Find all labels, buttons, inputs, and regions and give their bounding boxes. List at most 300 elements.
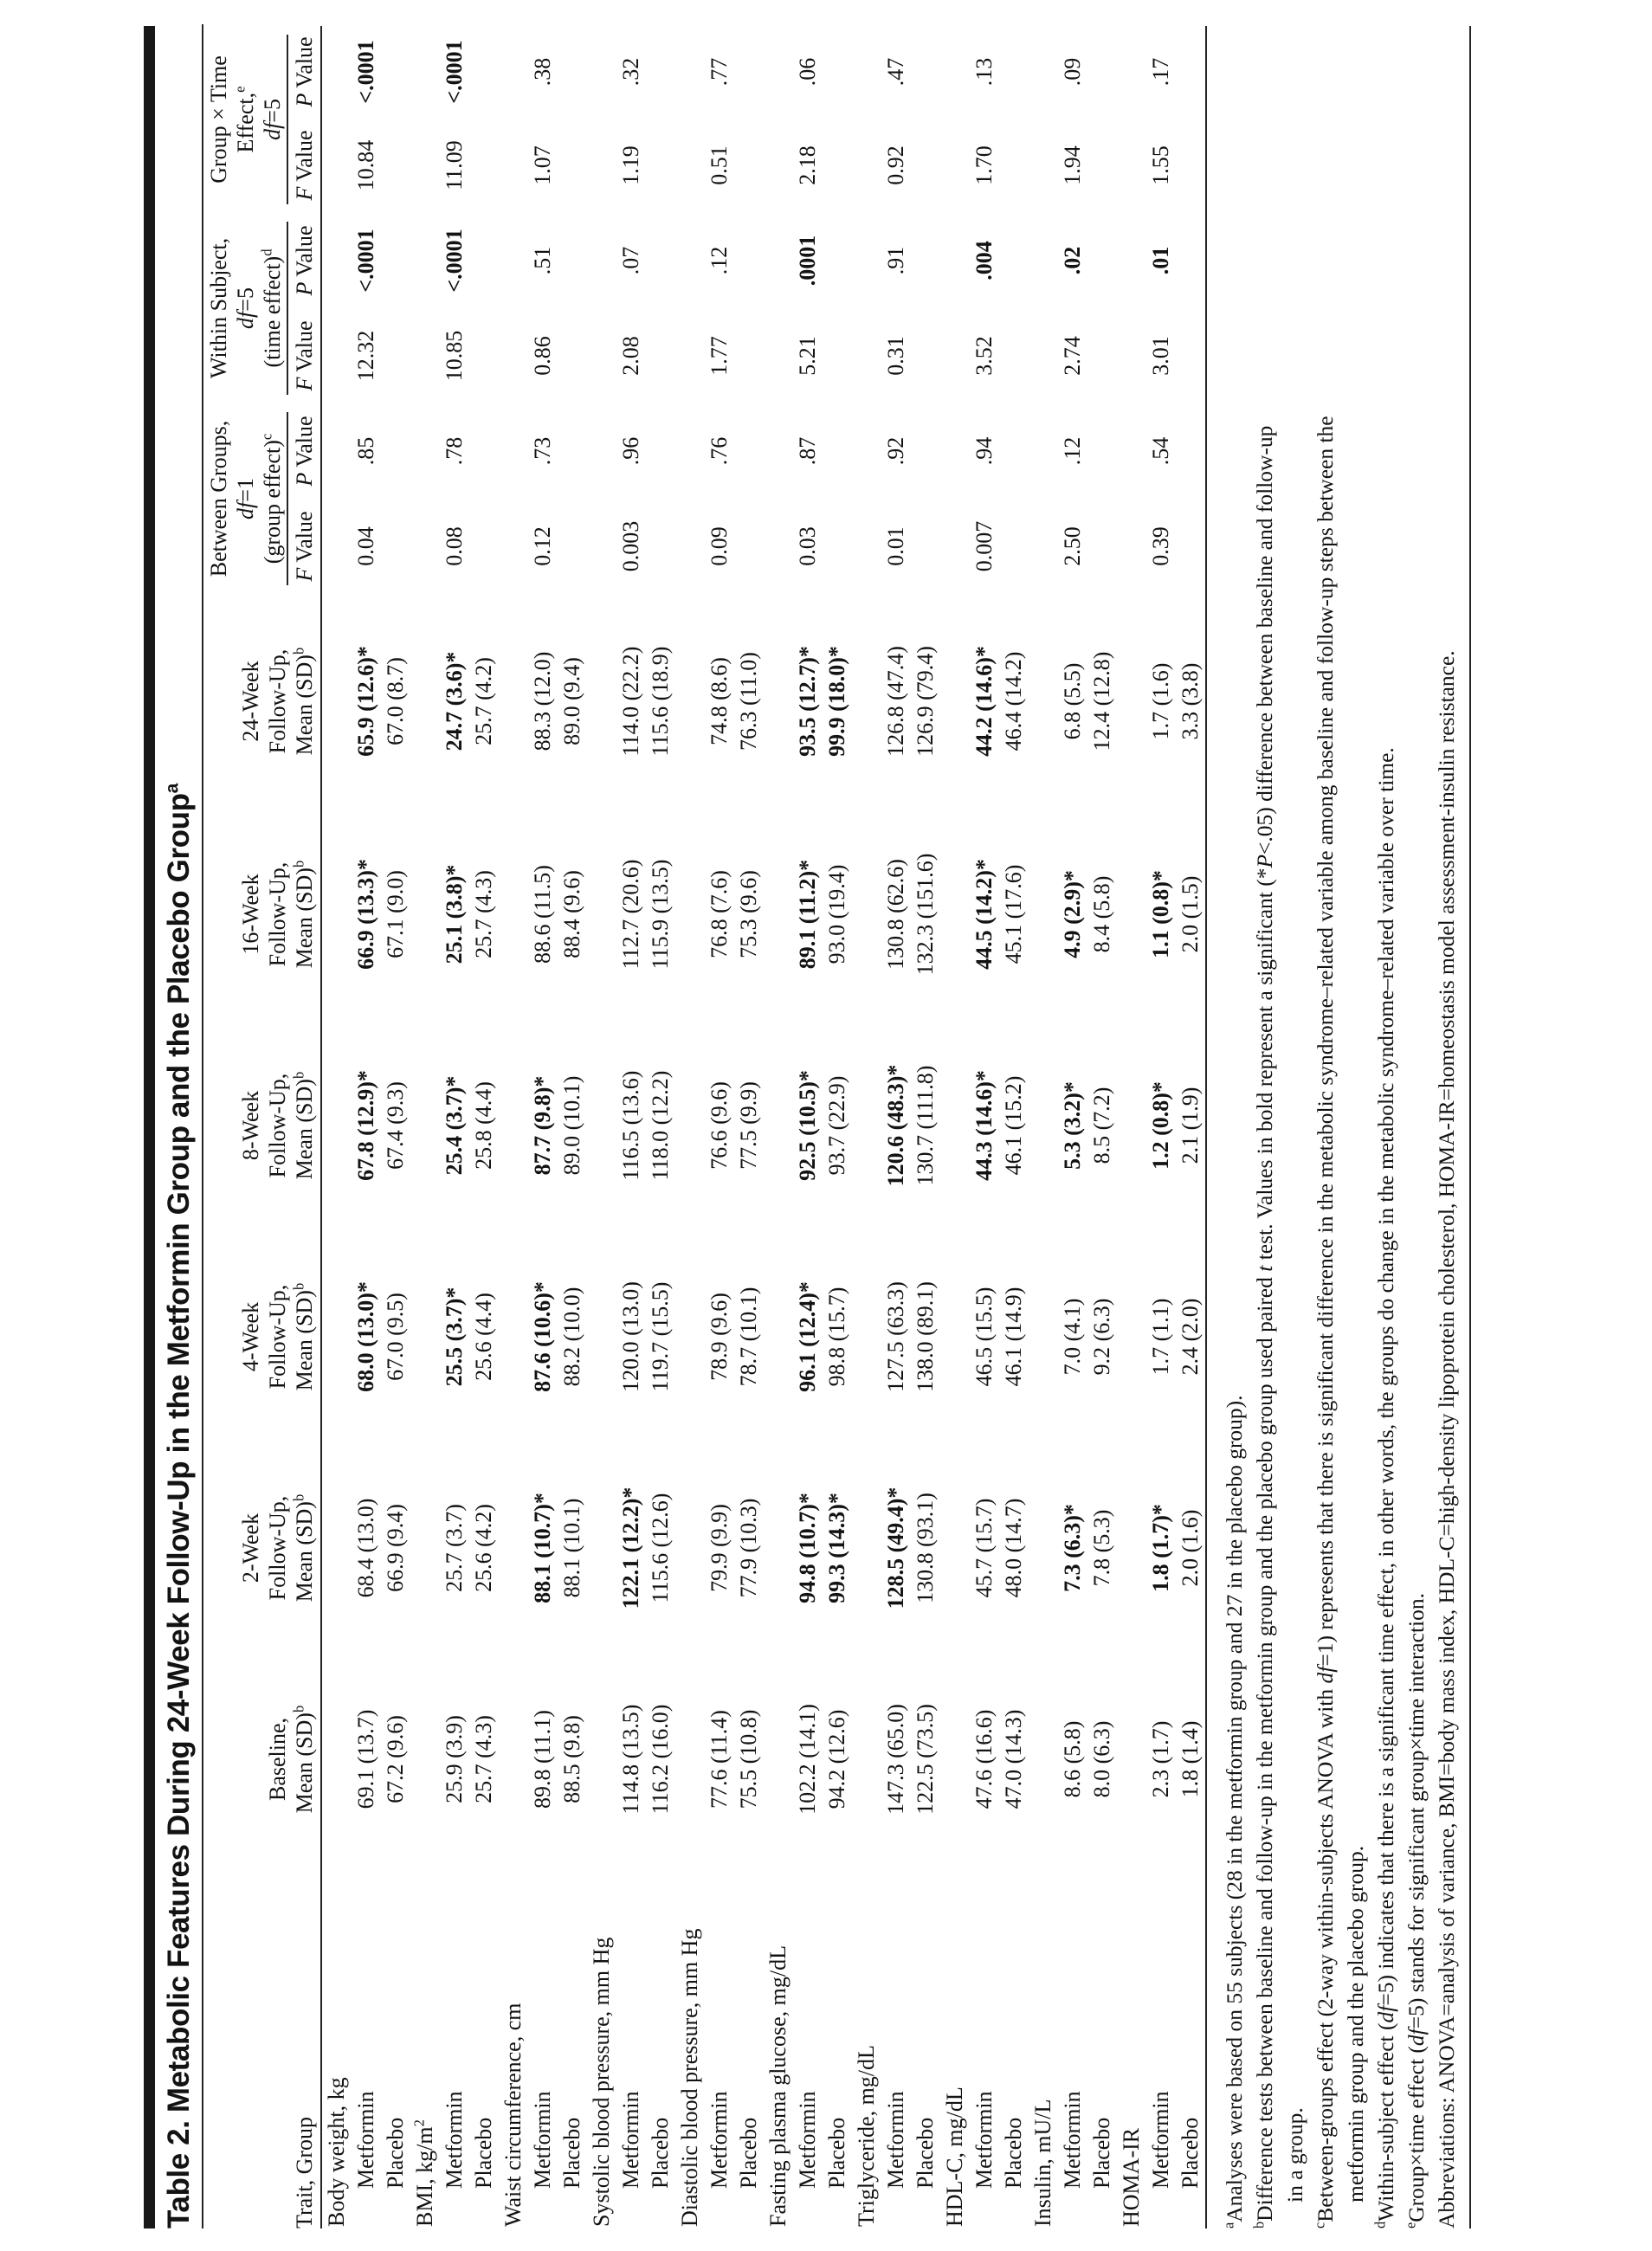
stat-cell: .51: [530, 246, 555, 275]
col-header-fvalue-2: F Value: [292, 130, 317, 201]
col-header-pvalue-0: P Value: [292, 416, 317, 487]
mean-sd-cell: 46.5 (15.5): [971, 1287, 997, 1387]
mean-sd-cell: 7.3 (6.3)*: [1060, 1504, 1085, 1592]
stat-cell: 5.21: [795, 336, 820, 376]
mean-sd-cell: 47.0 (14.3): [1001, 1709, 1026, 1809]
mean-sd-cell: 77.5 (9.9): [736, 1081, 761, 1170]
trait-row: [764, 26, 793, 2228]
stat-cell: .77: [707, 57, 732, 87]
group-label: Metformin: [530, 2091, 555, 2189]
group-label: Metformin: [795, 2091, 820, 2189]
group-label: Placebo: [1001, 2117, 1026, 2189]
stat-cell: .76: [707, 436, 732, 466]
group-data-row: [1058, 26, 1087, 2228]
group-data-row: [999, 26, 1029, 2228]
mean-sd-cell: 99.9 (18.0)*: [824, 646, 849, 757]
stat-cell-empty: [999, 308, 1029, 403]
mean-sd-cell: 119.7 (15.5): [648, 1281, 673, 1392]
footnote-line: $^e$Group×time effect (df=5) stands for significant group×time interaction.: [1402, 1593, 1429, 2228]
mean-sd-cell: 126.9 (79.4): [913, 646, 938, 757]
mean-sd-cell: 5.3 (3.2)*: [1060, 1081, 1085, 1170]
mean-sd-cell: 25.7 (4.2): [471, 657, 496, 745]
stat-cell: 2.08: [618, 336, 643, 376]
stat-cell-empty: [734, 213, 764, 308]
footnote-line: $^d$Within-subject effect (df=5) indicates that there is a significant time effect, in other words, the groups do change in the metabolic syndrome–related variable over time.: [1371, 747, 1398, 2228]
table-bottom-rule: [1205, 26, 1207, 2228]
stat-cell-empty: [734, 308, 764, 403]
group-data-row: [469, 26, 499, 2228]
mean-sd-cell: 1.8 (1.7)*: [1148, 1504, 1173, 1592]
stat-cell: 1.07: [530, 145, 555, 185]
trait-label: Waist circumference, cm: [500, 2003, 526, 2227]
stat-cell: 2.74: [1060, 336, 1085, 376]
mean-sd-cell: 89.0 (10.1): [559, 1075, 584, 1176]
mean-sd-cell: 25.7 (3.7): [442, 1504, 467, 1592]
mean-sd-cell: 89.0 (9.4): [559, 657, 584, 745]
stat-cell: 11.09: [442, 140, 467, 190]
group-data-row: [352, 26, 381, 2228]
stat-cell-empty: [469, 499, 499, 594]
stat-cell-empty: [558, 26, 587, 118]
stat-cell: 3.01: [1148, 336, 1173, 376]
mean-sd-cell: 76.8 (7.6): [707, 870, 732, 958]
mean-sd-cell: 88.1 (10.1): [559, 1498, 584, 1598]
stat-cell-empty: [381, 213, 410, 308]
stat-cell: 0.09: [707, 526, 732, 566]
trait-label: Body weight, kg: [324, 2077, 349, 2227]
mean-sd-cell: 74.8 (8.6): [707, 657, 732, 745]
mean-sd-cell: 44.5 (14.2)*: [971, 859, 997, 970]
col-header-mean-1: 2-Week Follow-Up, Mean (SD)$^b$: [238, 1493, 317, 1603]
trait-label: Systolic blood pressure, mm Hg: [589, 1937, 614, 2227]
mean-sd-cell: 116.2 (16.0): [648, 1704, 673, 1815]
stat-cell-empty: [646, 308, 675, 403]
group-label: Metformin: [1148, 2091, 1173, 2189]
mean-sd-cell: 24.7 (3.6)*: [442, 651, 467, 751]
stat-cell-empty: [1087, 26, 1117, 118]
mean-sd-cell: 45.7 (15.7): [971, 1498, 997, 1598]
mean-sd-cell: 87.7 (9.8)*: [530, 1075, 555, 1176]
stat-cell-empty: [1176, 26, 1205, 118]
stat-cell-empty: [911, 118, 940, 213]
stat-cell: .13: [971, 57, 997, 87]
stat-cell-empty: [999, 213, 1029, 308]
stat-cell: .004: [971, 241, 997, 281]
stat-cell: 0.51: [707, 145, 732, 185]
stat-cell-empty: [911, 308, 940, 403]
trait-row: [1029, 26, 1058, 2228]
stat-cell-empty: [823, 213, 852, 308]
mean-sd-cell: 116.5 (13.6): [618, 1070, 643, 1181]
stat-cell-empty: [1087, 308, 1117, 403]
stat-cell: .12: [1060, 436, 1085, 466]
mean-sd-cell: 25.9 (3.9): [442, 1715, 467, 1803]
stat-cell-empty: [734, 499, 764, 594]
group-data-row: [734, 26, 764, 2228]
stat-cell: .91: [883, 246, 908, 275]
stat-cell: .32: [618, 57, 643, 87]
group-label: Placebo: [736, 2117, 761, 2189]
footnote-line: Abbreviations: ANOVA=analysis of variance, BMI=body mass index, HDL-C=high-density lipoprotein cholesterol, HOMA-IR=homeostasis model assessment-insulin resistance.: [1434, 650, 1459, 2228]
stat-cell: 10.85: [442, 330, 467, 382]
stat-cell-empty: [999, 499, 1029, 594]
mean-sd-cell: 92.5 (10.5)*: [795, 1070, 820, 1181]
group-label: Metformin: [353, 2091, 378, 2189]
mean-sd-cell: 67.4 (9.3): [383, 1081, 408, 1170]
stat-cell-empty: [381, 499, 410, 594]
mean-sd-cell: 7.0 (4.1): [1060, 1298, 1085, 1376]
mean-sd-cell: 25.6 (4.4): [471, 1293, 496, 1381]
group-data-row: [381, 26, 410, 2228]
group-data-row: [705, 26, 734, 2228]
mean-sd-cell: 25.5 (3.7)*: [442, 1287, 467, 1387]
stat-cell-empty: [1087, 213, 1117, 308]
mean-sd-cell: 147.3 (65.0): [883, 1704, 908, 1815]
stat-cell: .94: [971, 436, 997, 466]
trait-row: [410, 26, 440, 2228]
stat-cell: .0001: [795, 235, 820, 287]
stat-cell: .07: [618, 246, 643, 275]
mean-sd-cell: 77.6 (11.4): [707, 1710, 732, 1809]
mean-sd-cell: 25.6 (4.2): [471, 1504, 496, 1592]
group-data-row: [646, 26, 675, 2228]
stat-cell-empty: [381, 26, 410, 118]
stat-cell: 0.007: [971, 520, 997, 572]
col-header-fvalue-0: F Value: [292, 511, 317, 582]
stat-cell-empty: [1176, 403, 1205, 499]
mean-sd-cell: 8.4 (5.8): [1089, 875, 1114, 953]
mean-sd-cell: 128.5 (49.4)*: [883, 1487, 908, 1609]
mean-sd-cell: 76.3 (11.0): [736, 652, 761, 751]
mean-sd-cell: 1.7 (1.6): [1148, 662, 1173, 740]
stat-cell-empty: [1087, 403, 1117, 499]
mean-sd-cell: 94.2 (12.6): [824, 1709, 849, 1809]
mean-sd-cell: 8.5 (7.2): [1089, 1087, 1114, 1164]
stat-cell: <.0001: [353, 229, 378, 293]
mean-sd-cell: 130.7 (111.8): [913, 1065, 938, 1186]
stat-cell-empty: [911, 403, 940, 499]
mean-sd-cell: 114.8 (13.5): [618, 1704, 643, 1815]
group-data-row: [1146, 26, 1176, 2228]
trait-label: Diastolic blood pressure, mm Hg: [677, 1928, 702, 2227]
mean-sd-cell: 87.6 (10.6)*: [530, 1281, 555, 1392]
group-label: Placebo: [913, 2117, 938, 2189]
mean-sd-cell: 67.1 (9.0): [383, 870, 408, 958]
stat-cell-empty: [469, 308, 499, 403]
group-data-row: [528, 26, 558, 2228]
group-label: Metformin: [1060, 2091, 1085, 2189]
mean-sd-cell: 68.4 (13.0): [353, 1498, 378, 1598]
metabolic-features-table: [205, 26, 1205, 2228]
mean-sd-cell: 127.5 (63.3): [883, 1281, 908, 1392]
trait-label: HDL-C, mg/dL: [942, 2087, 967, 2227]
mean-sd-cell: 8.6 (5.8): [1060, 1720, 1085, 1798]
stat-cell: .54: [1148, 436, 1173, 466]
group-data-row: [823, 26, 852, 2228]
mean-sd-cell: 67.0 (9.5): [383, 1293, 408, 1381]
stat-cell-empty: [911, 499, 940, 594]
mean-sd-cell: 3.3 (3.8): [1178, 662, 1203, 740]
stat-cell: 1.55: [1148, 145, 1173, 185]
stat-cell-empty: [469, 213, 499, 308]
mean-sd-cell: 47.6 (16.6): [971, 1709, 997, 1809]
stat-cell: 10.84: [353, 139, 378, 191]
mean-sd-cell: 89.1 (11.2)*: [795, 859, 820, 970]
mean-sd-cell: 48.0 (14.7): [1001, 1498, 1026, 1598]
group-data-row: [558, 26, 587, 2228]
trait-label: Fasting plasma glucose, mg/dL: [765, 1945, 791, 2227]
mean-sd-cell: 2.1 (1.9): [1178, 1087, 1203, 1164]
stat-cell: .02: [1060, 246, 1085, 275]
mean-sd-cell: 25.7 (4.3): [471, 870, 496, 958]
mean-sd-cell: 93.7 (22.9): [824, 1075, 849, 1176]
mean-sd-cell: 67.8 (12.9)*: [353, 1070, 378, 1181]
mean-sd-cell: 132.3 (151.6): [913, 853, 938, 976]
mean-sd-cell: 78.7 (10.1): [736, 1287, 761, 1387]
stat-cell: .85: [353, 436, 378, 466]
stat-cell-empty: [558, 499, 587, 594]
stat-cell-empty: [646, 213, 675, 308]
stat-cell: .92: [883, 436, 908, 466]
mean-sd-cell: 66.9 (13.3)*: [353, 859, 378, 970]
stat-cell: 2.18: [795, 145, 820, 185]
mean-sd-cell: 25.1 (3.8)*: [442, 864, 467, 964]
stat-cell-empty: [1176, 213, 1205, 308]
mean-sd-cell: 46.1 (15.2): [1001, 1075, 1026, 1176]
mean-sd-cell: 67.0 (8.7): [383, 657, 408, 745]
col-header-pvalue-2: P Value: [292, 36, 317, 107]
stat-cell-empty: [1176, 308, 1205, 403]
group-data-row: [970, 26, 999, 2228]
mean-sd-cell: 68.0 (13.0)*: [353, 1281, 378, 1392]
mean-sd-cell: 44.2 (14.6)*: [971, 646, 997, 757]
stat-cell: <.0001: [353, 40, 378, 104]
stat-cell: 0.04: [353, 526, 378, 566]
mean-sd-cell: 67.2 (9.6): [383, 1715, 408, 1803]
stat-cell-empty: [381, 403, 410, 499]
stat-cell-empty: [999, 118, 1029, 213]
mean-sd-cell: 45.1 (17.6): [1001, 864, 1026, 964]
mean-sd-cell: 88.2 (10.0): [559, 1287, 584, 1387]
spanner-rule: [287, 412, 288, 585]
mean-sd-cell: 25.7 (4.3): [471, 1715, 496, 1803]
col-header-trait-group: Trait, Group: [292, 2116, 317, 2228]
stat-cell-empty: [558, 308, 587, 403]
group-label: Placebo: [648, 2117, 673, 2189]
stat-cell: 0.86: [530, 336, 555, 376]
mean-sd-cell: 77.9 (10.3): [736, 1498, 761, 1598]
spanner-rule: [287, 35, 288, 204]
mean-sd-cell: 120.6 (48.3)*: [883, 1064, 908, 1187]
group-data-row: [1087, 26, 1117, 2228]
group-data-row: [440, 26, 469, 2228]
stat-cell-empty: [823, 499, 852, 594]
mean-sd-cell: 115.6 (18.9): [648, 646, 673, 757]
stat-cell: .87: [795, 436, 820, 466]
trait-label: BMI, $kg/m^2$: [410, 2119, 437, 2227]
mean-sd-cell: 8.0 (6.3): [1089, 1720, 1114, 1798]
mean-sd-cell: 12.4 (12.8): [1089, 651, 1114, 751]
trait-row: [852, 26, 881, 2228]
mean-sd-cell: 93.5 (12.7)*: [795, 646, 820, 757]
mean-sd-cell: 93.0 (19.4): [824, 864, 849, 964]
mean-sd-cell: 1.2 (0.8)*: [1148, 1081, 1173, 1170]
mean-sd-cell: 1.8 (1.4): [1178, 1720, 1203, 1798]
stat-cell-empty: [1176, 499, 1205, 594]
trait-row: [499, 26, 528, 2228]
group-data-row: [1176, 26, 1205, 2228]
col-header-fvalue-1: F Value: [292, 320, 317, 391]
col-header-mean-4: 16-Week Follow-Up, Mean (SD)$^b$: [238, 860, 317, 969]
trait-row: [940, 26, 970, 2228]
group-data-row: [616, 26, 646, 2228]
stat-cell-empty: [1087, 118, 1117, 213]
group-label: Placebo: [471, 2117, 496, 2189]
stat-cell-empty: [823, 26, 852, 118]
mean-sd-cell: 130.8 (93.1): [913, 1493, 938, 1603]
stat-cell: 0.92: [883, 145, 908, 185]
footnote-line: $^b$Difference tests between baseline and follow-up in the metformin group and the placebo group used paired t test. Values in bold represent a significant (*P<.05) difference between baseline and follow-up: [1250, 425, 1277, 2228]
footnote-line: $^a$Analyses were based on 55 subjects (28 in the metformin group and 27 in the placebo group).: [1220, 1395, 1247, 2228]
mean-sd-cell: 66.9 (9.4): [383, 1504, 408, 1592]
stat-cell: 1.19: [618, 145, 643, 185]
stat-cell-empty: [999, 26, 1029, 118]
mean-sd-cell: 88.3 (12.0): [530, 651, 555, 751]
group-label: Metformin: [707, 2091, 732, 2189]
group-label: Placebo: [1178, 2117, 1203, 2189]
mean-sd-cell: 88.6 (11.5): [530, 865, 555, 964]
mean-sd-cell: 1.1 (0.8)*: [1148, 870, 1173, 958]
mean-sd-cell: 114.0 (22.2): [618, 646, 643, 757]
stat-cell: .47: [883, 57, 908, 87]
mean-sd-cell: 96.1 (12.4)*: [795, 1281, 820, 1392]
stat-cell: 12.32: [353, 330, 378, 382]
stat-cell-empty: [558, 118, 587, 213]
trait-row: [1117, 26, 1146, 2228]
footnote-line: $^c$Between-groups effect (2-way within-subjects ANOVA with df=1) represents that there is significant difference in the metabolic syndrome–related variable among baseline and follow-up steps between the: [1311, 416, 1338, 2228]
stat-cell-empty: [999, 403, 1029, 499]
stat-cell: .38: [530, 57, 555, 87]
stat-cell-empty: [381, 118, 410, 213]
stat-cell: <.0001: [442, 229, 467, 293]
stat-cell-empty: [469, 403, 499, 499]
mean-sd-cell: 94.8 (10.7)*: [795, 1493, 820, 1603]
stat-cell-empty: [646, 499, 675, 594]
stat-cell-empty: [911, 26, 940, 118]
mean-sd-cell: 2.0 (1.5): [1178, 875, 1203, 953]
stat-cell-empty: [469, 118, 499, 213]
footnote-line: metformin group and the placebo group.: [1343, 1845, 1368, 2203]
group-label: Placebo: [824, 2117, 849, 2189]
stat-cell-empty: [558, 213, 587, 308]
stat-cell: 1.70: [971, 145, 997, 185]
mean-sd-cell: 46.1 (14.9): [1001, 1287, 1026, 1387]
stat-cell: .17: [1148, 57, 1173, 87]
stat-cell-empty: [1176, 118, 1205, 213]
mean-sd-cell: 120.0 (13.0): [618, 1281, 643, 1392]
title-rule: [202, 24, 203, 2228]
stat-cell-empty: [558, 403, 587, 499]
stat-cell: <.0001: [442, 40, 467, 104]
group-label: Placebo: [383, 2117, 408, 2189]
stat-cell: 0.003: [618, 520, 643, 572]
mean-sd-cell: 88.1 (10.7)*: [530, 1493, 555, 1603]
stat-cell: 2.50: [1060, 526, 1085, 566]
mean-sd-cell: 126.8 (47.4): [883, 646, 908, 757]
mean-sd-cell: 115.9 (13.5): [648, 859, 673, 970]
mean-sd-cell: 46.4 (14.2): [1001, 651, 1026, 751]
stat-cell-empty: [646, 26, 675, 118]
trait-label: Triglyceride, mg/dL: [854, 2045, 879, 2227]
stat-cell: .12: [707, 246, 732, 275]
group-data-row: [881, 26, 911, 2228]
spanner-rule: [287, 222, 288, 395]
mean-sd-cell: 88.4 (9.6): [559, 870, 584, 958]
col-header-statgroup-0: Between Groups, df=1 (group effect)$^c$: [205, 403, 291, 594]
stat-cell: 1.94: [1060, 145, 1085, 185]
mean-sd-cell: 118.0 (12.2): [648, 1070, 673, 1181]
stat-cell: 0.03: [795, 526, 820, 566]
mean-sd-cell: 112.7 (20.6): [618, 859, 643, 970]
stat-cell: .78: [442, 436, 467, 466]
mean-sd-cell: 122.1 (12.2)*: [618, 1487, 643, 1609]
group-label: Metformin: [618, 2091, 643, 2189]
mean-sd-cell: 6.8 (5.5): [1060, 662, 1085, 740]
footnotes-end-rule: [1469, 26, 1471, 2228]
stat-cell: 1.77: [707, 336, 732, 376]
mean-sd-cell: 7.8 (5.3): [1089, 1509, 1114, 1587]
table-title: Table 2. Metabolic Features During 24-Week Follow-Up in the Metformin Group and the Placebo Group$^a$: [162, 784, 196, 2228]
stat-cell: .06: [795, 57, 820, 87]
stat-cell: 0.39: [1148, 526, 1173, 566]
mean-sd-cell: 115.6 (12.6): [648, 1493, 673, 1603]
mean-sd-cell: 88.5 (9.8): [559, 1715, 584, 1803]
table-header: [205, 26, 321, 2228]
stat-cell-empty: [823, 403, 852, 499]
stat-cell: 0.01: [883, 526, 908, 566]
mean-sd-cell: 79.9 (9.9): [707, 1504, 732, 1592]
mean-sd-cell: 4.9 (2.9)*: [1060, 870, 1085, 958]
group-label: Placebo: [559, 2117, 584, 2189]
stat-cell-empty: [1087, 499, 1117, 594]
footnotes-block: [1219, 26, 1462, 2228]
stat-cell: 3.52: [971, 336, 997, 376]
mean-sd-cell: 69.1 (13.7): [353, 1709, 378, 1809]
col-header-statgroup-1: Within Subject, df=5 (time effect)$^d$: [205, 213, 291, 403]
group-label: Placebo: [1089, 2117, 1114, 2189]
mean-sd-cell: 2.3 (1.7): [1148, 1720, 1173, 1798]
stat-cell-empty: [911, 213, 940, 308]
stat-cell-empty: [823, 118, 852, 213]
stat-cell: 0.12: [530, 526, 555, 566]
col-header-pvalue-1: P Value: [292, 225, 317, 296]
group-label: Metformin: [971, 2091, 997, 2189]
col-header-mean-3: 8-Week Follow-Up, Mean (SD)$^b$: [238, 1071, 317, 1180]
mean-sd-cell: 138.0 (89.1): [913, 1281, 938, 1392]
stat-cell-empty: [734, 118, 764, 213]
stat-cell-empty: [381, 308, 410, 403]
stat-cell: .09: [1060, 57, 1085, 87]
table-body: [321, 26, 1205, 2228]
stat-cell: .73: [530, 436, 555, 466]
mean-sd-cell: 78.9 (9.6): [707, 1293, 732, 1381]
trait-row: [587, 26, 616, 2228]
mean-sd-cell: 65.9 (12.6)*: [353, 646, 378, 757]
trait-label: HOMA-IR: [1119, 2127, 1144, 2227]
stat-cell-empty: [646, 118, 675, 213]
stat-cell: 0.31: [883, 336, 908, 376]
mean-sd-cell: 2.0 (1.6): [1178, 1509, 1203, 1587]
